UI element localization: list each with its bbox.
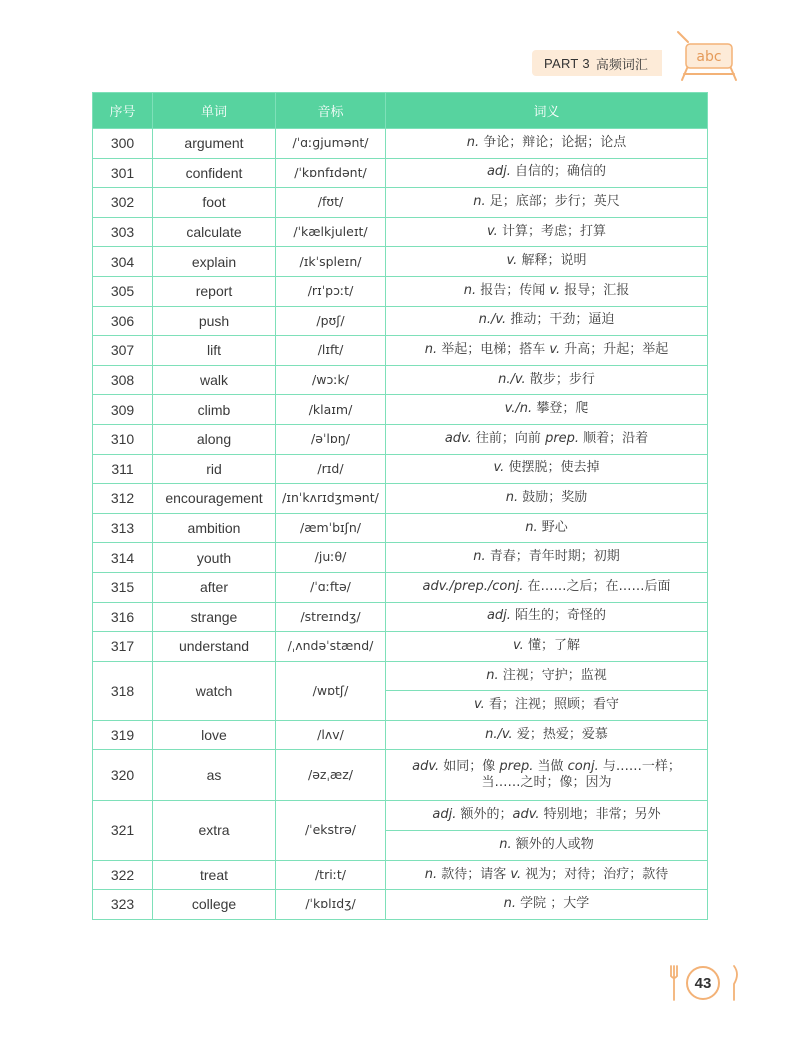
entry-phonetic: /æmˈbɪʃn/ <box>276 513 386 543</box>
entry-number: 305 <box>93 276 153 306</box>
entry-number: 319 <box>93 720 153 750</box>
table-body <box>93 129 708 920</box>
table-row <box>93 801 708 831</box>
entry-word: after <box>153 572 276 602</box>
table-row <box>93 188 708 218</box>
part-of-speech: n./v. <box>485 726 513 742</box>
part-of-speech: prep. <box>499 758 534 774</box>
table-row <box>93 247 708 277</box>
part-of-speech: n. <box>473 194 486 210</box>
entry-number: 313 <box>93 513 153 543</box>
table-row <box>93 395 708 425</box>
entry-word: youth <box>153 543 276 573</box>
table-row <box>93 217 708 247</box>
table-row <box>93 572 708 602</box>
section-header-tab <box>532 50 662 76</box>
entry-phonetic: /əˈlɒŋ/ <box>276 424 386 454</box>
table-row <box>93 336 708 366</box>
meaning-text: 散步；步行 <box>525 371 595 387</box>
meaning-text: 视为；对待；治疗；款待 <box>521 866 669 882</box>
vocabulary-table <box>92 92 708 920</box>
entry-word: as <box>153 750 276 801</box>
entry-number: 321 <box>93 801 153 860</box>
meaning-text: 懂；了解 <box>523 637 580 653</box>
entry-meaning <box>386 661 708 691</box>
table-row <box>93 158 708 188</box>
entry-meaning <box>386 543 708 573</box>
table-row <box>93 750 708 801</box>
entry-meaning <box>386 860 708 890</box>
meaning-text: 当做 <box>533 758 568 774</box>
entry-word: explain <box>153 247 276 277</box>
entry-meaning <box>386 306 708 336</box>
entry-meaning <box>386 572 708 602</box>
entry-word: encouragement <box>153 484 276 514</box>
part-of-speech: v. <box>506 253 518 269</box>
entry-phonetic: /əzˌæz/ <box>276 750 386 801</box>
entry-phonetic: /ˌʌndəˈstænd/ <box>276 632 386 662</box>
part-of-speech: n. <box>473 549 486 565</box>
part-of-speech: v./n. <box>504 401 533 417</box>
entry-meaning <box>386 831 708 861</box>
column-header-word: 单词 <box>153 93 276 129</box>
table-row <box>93 602 708 632</box>
entry-phonetic: /wɔːk/ <box>276 365 386 395</box>
entry-number: 323 <box>93 890 153 920</box>
entry-meaning <box>386 890 708 920</box>
entry-word: report <box>153 276 276 306</box>
entry-phonetic: /klaɪm/ <box>276 395 386 425</box>
entry-number: 303 <box>93 217 153 247</box>
entry-word: understand <box>153 632 276 662</box>
entry-number: 308 <box>93 365 153 395</box>
entry-meaning <box>386 336 708 366</box>
meaning-text: 攀登；爬 <box>532 401 589 417</box>
entry-phonetic: /wɒtʃ/ <box>276 661 386 720</box>
entry-meaning <box>386 513 708 543</box>
entry-number: 312 <box>93 484 153 514</box>
table-row <box>93 860 708 890</box>
entry-number: 322 <box>93 860 153 890</box>
meaning-text: 与……一样；当……之时；像；因为 <box>481 758 681 791</box>
part-of-speech: n. <box>466 134 480 150</box>
meaning-text: 陌生的；奇怪的 <box>510 608 607 624</box>
meaning-text: 注视；守护；监视 <box>498 667 607 683</box>
entry-meaning <box>386 188 708 218</box>
entry-word: love <box>153 720 276 750</box>
part-label: PART 3 <box>544 55 590 71</box>
part-of-speech: adj. <box>432 807 457 823</box>
entry-word: college <box>153 890 276 920</box>
table-row <box>93 365 708 395</box>
part-of-speech: n. <box>424 342 438 357</box>
entry-word: calculate <box>153 217 276 247</box>
part-of-speech: adj. <box>486 608 511 624</box>
table-row <box>93 890 708 920</box>
abc-easel-logo <box>674 30 744 82</box>
meaning-text: 鼓励；奖励 <box>518 489 588 505</box>
entry-number: 318 <box>93 661 153 720</box>
table-header-row <box>93 93 708 129</box>
section-title: 高频词汇 <box>595 57 648 73</box>
meaning-text: 在……之后；在……后面 <box>523 578 671 594</box>
entry-meaning <box>386 365 708 395</box>
entry-phonetic: /juːθ/ <box>276 543 386 573</box>
entry-meaning <box>386 217 708 247</box>
part-of-speech: conj. <box>567 758 599 774</box>
entry-number: 307 <box>93 336 153 366</box>
table-row <box>93 276 708 306</box>
meaning-text: 额外的； <box>456 807 513 823</box>
entry-number: 314 <box>93 543 153 573</box>
table-row <box>93 424 708 454</box>
table-row <box>93 484 708 514</box>
part-of-speech: adv. <box>512 807 540 823</box>
meaning-text: 使摆脱；使去掉 <box>504 460 600 476</box>
part-of-speech: n. <box>525 519 538 535</box>
entry-meaning <box>386 454 708 484</box>
entry-meaning <box>386 158 708 188</box>
column-header-meaning: 词义 <box>386 93 708 129</box>
entry-phonetic: /ˈɑːftə/ <box>276 572 386 602</box>
part-of-speech: n. <box>424 866 438 882</box>
table-row <box>93 720 708 750</box>
part-of-speech: v. <box>510 866 522 882</box>
entry-word: extra <box>153 801 276 860</box>
meaning-text: 争论；辩论；论据；论点 <box>479 134 627 150</box>
part-of-speech: n. <box>463 282 477 298</box>
entry-word: watch <box>153 661 276 720</box>
entry-number: 310 <box>93 424 153 454</box>
meaning-text: 往前；向前 <box>471 430 546 446</box>
part-of-speech: n. <box>499 836 512 852</box>
entry-phonetic: /pʊʃ/ <box>276 306 386 336</box>
meaning-text: 青春；青年时期；初期 <box>485 549 620 565</box>
entry-number: 311 <box>93 454 153 484</box>
part-of-speech: n. <box>486 667 499 683</box>
meaning-text: 顺着；沿着 <box>579 430 649 446</box>
entry-word: treat <box>153 860 276 890</box>
entry-number: 315 <box>93 572 153 602</box>
entry-meaning <box>386 129 708 159</box>
part-of-speech: v. <box>474 697 485 713</box>
part-of-speech: adv. <box>412 758 440 774</box>
meaning-text: 足；底部；步行；英尺 <box>485 194 620 210</box>
logo-text: abc <box>696 49 722 65</box>
meaning-text: 报告；传闻 <box>476 282 550 298</box>
table-row <box>93 306 708 336</box>
entry-phonetic: /rɪd/ <box>276 454 386 484</box>
entry-meaning <box>386 602 708 632</box>
entry-meaning <box>386 750 708 801</box>
entry-phonetic: /lʌv/ <box>276 720 386 750</box>
entry-number: 302 <box>93 188 153 218</box>
table-row <box>93 661 708 691</box>
entry-phonetic: /ɪnˈkʌrɪdʒmənt/ <box>276 484 386 514</box>
column-header-phonetic: 音标 <box>276 93 386 129</box>
entry-number: 304 <box>93 247 153 277</box>
entry-word: lift <box>153 336 276 366</box>
table-row <box>93 454 708 484</box>
entry-word: ambition <box>153 513 276 543</box>
entry-number: 320 <box>93 750 153 801</box>
entry-phonetic: /rɪˈpɔːt/ <box>276 276 386 306</box>
entry-phonetic: /ɪkˈspleɪn/ <box>276 247 386 277</box>
entry-number: 300 <box>93 129 153 159</box>
entry-phonetic: /triːt/ <box>276 860 386 890</box>
entry-number: 317 <box>93 632 153 662</box>
meaning-text: 计算；考虑；打算 <box>497 223 606 239</box>
entry-word: foot <box>153 188 276 218</box>
meaning-text: 爱；热爱；爱慕 <box>512 726 608 742</box>
entry-meaning <box>386 720 708 750</box>
entry-meaning <box>386 632 708 662</box>
entry-phonetic: /lɪft/ <box>276 336 386 366</box>
entry-meaning <box>386 247 708 277</box>
meaning-text: 款待；请客 <box>437 866 511 882</box>
entry-phonetic: /ˈkælkjuleɪt/ <box>276 217 386 247</box>
page-number: 43 <box>686 966 720 1000</box>
table-row <box>93 129 708 159</box>
meaning-text: 额外的人或物 <box>511 836 594 852</box>
table-row <box>93 543 708 573</box>
entry-meaning <box>386 691 708 721</box>
part-of-speech: adj. <box>486 164 511 180</box>
meaning-text: 野心 <box>537 519 568 535</box>
meaning-text: 学院 ；大学 <box>516 896 590 912</box>
part-of-speech: adv./prep./conj. <box>422 578 524 594</box>
meaning-text: 自信的；确信的 <box>510 164 607 180</box>
part-of-speech: v. <box>549 282 561 298</box>
meaning-text: 解释；说明 <box>517 253 587 269</box>
meaning-text: 报导；汇报 <box>560 282 630 298</box>
meaning-text: 推动；干劲；逼迫 <box>506 312 615 328</box>
part-of-speech: n./v. <box>498 371 526 387</box>
entry-phonetic: /ˈkɒlɪdʒ/ <box>276 890 386 920</box>
part-of-speech: n./v. <box>478 312 507 328</box>
entry-meaning <box>386 484 708 514</box>
meaning-text: 举起；电梯；搭车 <box>437 342 550 357</box>
entry-word: strange <box>153 602 276 632</box>
entry-word: rid <box>153 454 276 484</box>
entry-word: walk <box>153 365 276 395</box>
part-of-speech: adv. <box>444 430 472 446</box>
meaning-text: 看；注视；照顾；看守 <box>484 697 619 713</box>
entry-number: 316 <box>93 602 153 632</box>
entry-meaning <box>386 801 708 831</box>
entry-word: climb <box>153 395 276 425</box>
entry-meaning <box>386 424 708 454</box>
table-row <box>93 632 708 662</box>
meaning-text: 如同；像 <box>439 758 500 774</box>
part-of-speech: v. <box>513 637 524 653</box>
entry-word: along <box>153 424 276 454</box>
part-of-speech: n. <box>503 896 517 912</box>
entry-meaning <box>386 276 708 306</box>
part-of-speech: prep. <box>545 430 580 446</box>
entry-word: argument <box>153 129 276 159</box>
table-row <box>93 513 708 543</box>
column-header-number: 序号 <box>93 93 153 129</box>
part-of-speech: v. <box>487 223 498 239</box>
part-of-speech: n. <box>505 489 519 505</box>
entry-number: 301 <box>93 158 153 188</box>
entry-phonetic: /ˈkɒnfɪdənt/ <box>276 158 386 188</box>
entry-number: 306 <box>93 306 153 336</box>
part-of-speech: v. <box>493 460 505 476</box>
entry-phonetic: /fʊt/ <box>276 188 386 218</box>
part-of-speech: v. <box>549 342 561 357</box>
entry-phonetic: /streɪndʒ/ <box>276 602 386 632</box>
entry-meaning <box>386 395 708 425</box>
entry-word: confident <box>153 158 276 188</box>
entry-number: 309 <box>93 395 153 425</box>
entry-word: push <box>153 306 276 336</box>
entry-phonetic: /ˈekstrə/ <box>276 801 386 860</box>
meaning-text: 特别地；非常；另外 <box>539 807 661 823</box>
entry-phonetic: /ˈɑːɡjumənt/ <box>276 129 386 159</box>
meaning-text: 升高；升起；举起 <box>560 342 669 357</box>
